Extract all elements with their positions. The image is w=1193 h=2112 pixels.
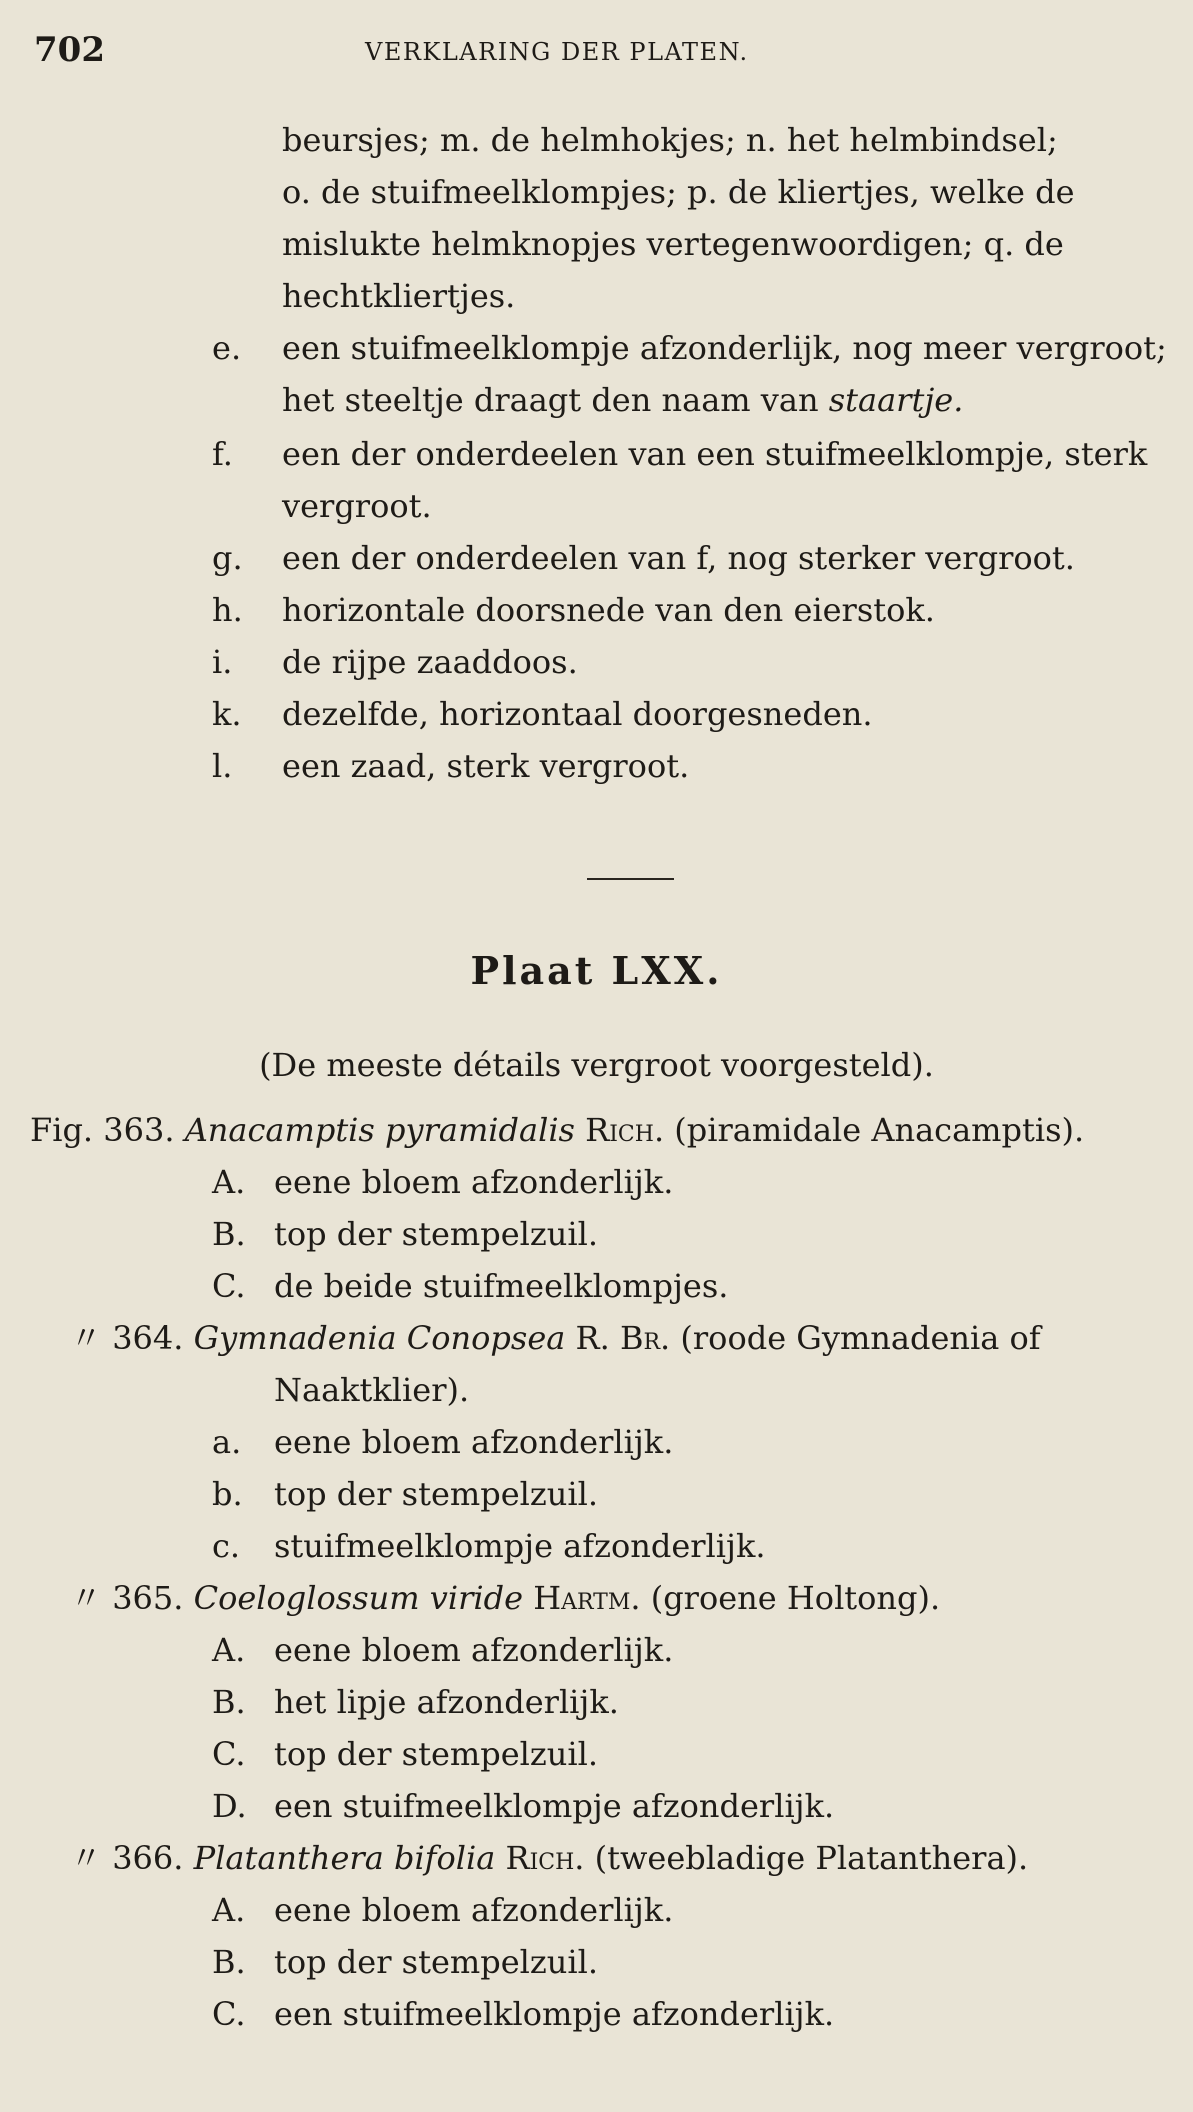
item-label: A. (212, 1891, 246, 1929)
item-text: een stuifmeelklompje afzonderlijk, nog meer vergroot; (282, 329, 1167, 367)
item-text: horizontale doorsnede van den eierstok. (282, 591, 935, 629)
item-text: eene bloem afzonderlijk. (274, 1891, 674, 1929)
item-label: f. (212, 435, 233, 473)
item-label: k. (212, 695, 242, 733)
common-name: (tweebladige Platanthera). (594, 1839, 1029, 1877)
item-label: C. (212, 1267, 246, 1305)
item-label: i. (212, 643, 233, 681)
author: Rich. (505, 1839, 585, 1877)
item-text: het lipje afzonderlijk. (274, 1683, 619, 1721)
author: Hartm. (533, 1579, 641, 1617)
common-name: (groene Holtong). (650, 1579, 941, 1617)
author: Rich. (585, 1111, 665, 1149)
item-text: dezelfde, horizontaal doorgesneden. (282, 695, 873, 733)
figure-heading-366: 〃 366. Platanthera bifolia Rich. (tweebladige Platanthera). (70, 1839, 1029, 1877)
item-label: B. (212, 1943, 246, 1981)
item-text: top der stempelzuil. (274, 1475, 598, 1513)
item-text: het steeltje draagt den naam van staartje. (282, 381, 964, 419)
item-text: een stuifmeelklompje afzonderlijk. (274, 1787, 835, 1825)
italic-term: staartje. (828, 381, 964, 419)
item-text: de rijpe zaaddoos. (282, 643, 578, 681)
item-text: een der onderdeelen van een stuifmeelklompje, sterk (282, 435, 1148, 473)
item-label: B. (212, 1215, 246, 1253)
species-name: Coeloglossum viride (193, 1579, 524, 1617)
figure-heading-364: 〃 364. Gymnadenia Conopsea R. Br. (roode Gymnadenia of (70, 1319, 1041, 1357)
species-name: Platanthera bifolia (193, 1839, 496, 1877)
item-text: eene bloem afzonderlijk. (274, 1163, 674, 1201)
page-number: 702 (34, 30, 105, 70)
item-label: A. (212, 1163, 246, 1201)
continuation-line-4: hechtkliertjes. (282, 277, 516, 315)
item-text: een stuifmeelklompje afzonderlijk. (274, 1995, 835, 2033)
item-text: top der stempelzuil. (274, 1215, 598, 1253)
item-label: l. (212, 747, 233, 785)
continuation-line-1: beursjes; m. de helmhokjes; n. het helmbindsel; (282, 121, 1058, 159)
item-text: vergroot. (282, 487, 432, 525)
running-title: VERKLARING DER PLATEN. (365, 38, 749, 66)
species-name: Gymnadenia Conopsea (193, 1319, 566, 1357)
continuation-line-2: o. de stuifmeelklompjes; p. de kliertjes, welke de (282, 173, 1075, 211)
item-label: e. (212, 329, 242, 367)
common-name-cont: Naaktklier). (274, 1371, 470, 1409)
item-label: g. (212, 539, 243, 577)
common-name: (piramidale Anacamptis). (674, 1111, 1085, 1149)
item-text: top der stempelzuil. (274, 1943, 598, 1981)
figure-heading-365: 〃 365. Coeloglossum viride Hartm. (groene Holtong). (70, 1579, 941, 1617)
item-text: top der stempelzuil. (274, 1735, 598, 1773)
item-label: D. (212, 1787, 247, 1825)
ditto-mark: 〃 (70, 1839, 103, 1877)
item-label: b. (212, 1475, 243, 1513)
item-text: een der onderdeelen van f, nog sterker vergroot. (282, 539, 1075, 577)
item-text: stuifmeelklompje afzonderlijk. (274, 1527, 766, 1565)
item-label: A. (212, 1631, 246, 1669)
item-label: B. (212, 1683, 246, 1721)
item-label: C. (212, 1995, 246, 2033)
plate-title: Plaat LXX. (470, 948, 723, 993)
section-divider (587, 878, 674, 880)
item-label: a. (212, 1423, 242, 1461)
item-text: eene bloem afzonderlijk. (274, 1423, 674, 1461)
item-text: een zaad, sterk vergroot. (282, 747, 690, 785)
item-label: C. (212, 1735, 246, 1773)
item-text: de beide stuifmeelklompjes. (274, 1267, 729, 1305)
page-header (0, 0, 1193, 110)
continuation-line-3: mislukte helmknopjes vertegenwoordigen; q. de (282, 225, 1064, 263)
item-label: h. (212, 591, 243, 629)
figure-heading-363: Fig. 363. Anacamptis pyramidalis Rich. (piramidale Anacamptis). (30, 1111, 1085, 1149)
author: R. Br. (575, 1319, 671, 1357)
plate-note: (De meeste détails vergroot voorgesteld). (259, 1046, 934, 1084)
ditto-mark: 〃 (70, 1579, 103, 1617)
species-name: Anacamptis pyramidalis (184, 1111, 575, 1149)
item-label: c. (212, 1527, 241, 1565)
common-name: (roode Gymnadenia of (680, 1319, 1041, 1357)
ditto-mark: 〃 (70, 1319, 103, 1357)
item-text: eene bloem afzonderlijk. (274, 1631, 674, 1669)
